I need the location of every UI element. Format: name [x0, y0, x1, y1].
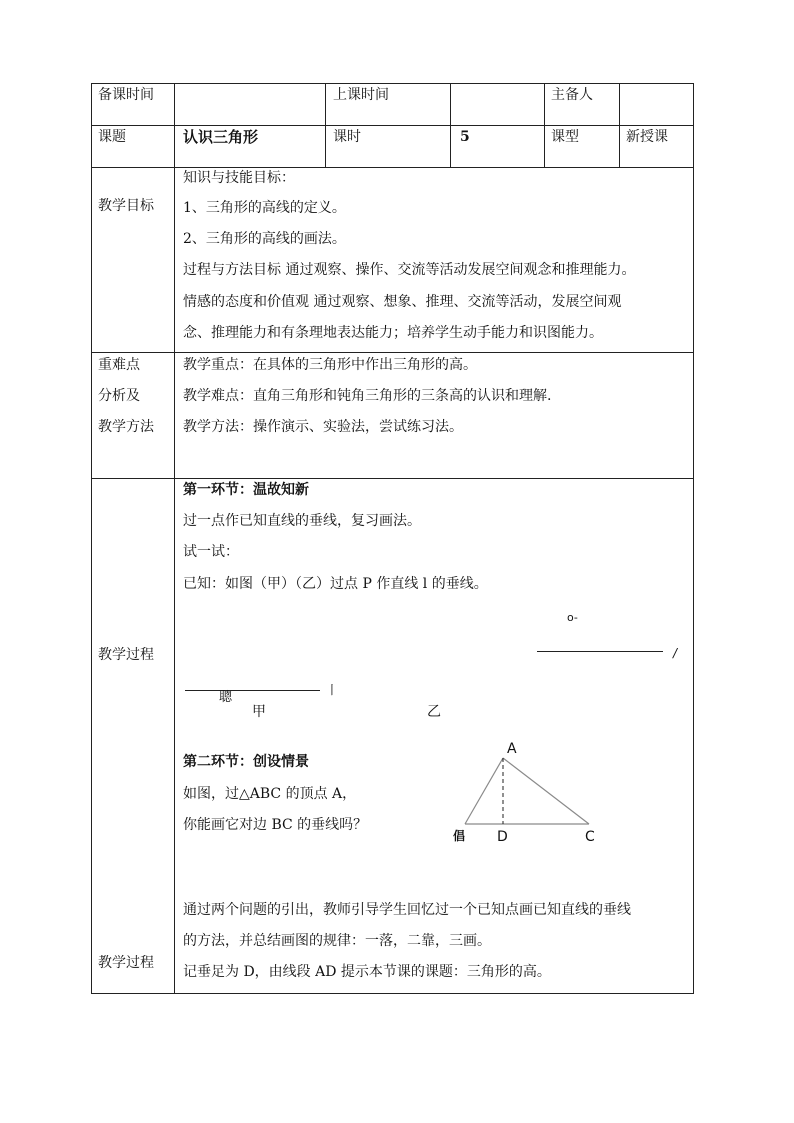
- table-border-top: [91, 83, 694, 84]
- figure-yi-line-mark: /: [673, 646, 678, 660]
- preparer-label: 主备人: [551, 87, 593, 103]
- goals-line: 2、三角形的高线的画法。: [183, 231, 346, 247]
- section2-text: 如图，过△ABC 的顶点 A，: [183, 786, 357, 802]
- table-col-divider: [544, 83, 545, 167]
- focus-line: 教学重点：在具体的三角形中作出三角形的高。: [183, 357, 477, 373]
- figure-yi-point: o-: [567, 611, 578, 624]
- figure-jia-line: [185, 690, 320, 691]
- vertex-c-label: C: [585, 829, 595, 845]
- period-label: 课时: [333, 129, 361, 145]
- focus-line: 教学方法：操作演示、实验法，尝试练习法。: [183, 419, 463, 435]
- paragraph-line: 记垂足为 D，由线段 AD 提示本节课的课题：三角形的高。: [183, 964, 551, 980]
- period-value: 5: [460, 129, 470, 145]
- table-border-left: [91, 83, 92, 994]
- table-col-divider: [619, 83, 620, 167]
- vertex-b-label: 倡: [453, 829, 466, 843]
- focus-line: 教学难点：直角三角形和钝角三角形的三条高的认识和理解.: [183, 388, 552, 404]
- section1-title: 第一环节：温故知新: [183, 482, 309, 498]
- triangle-side-ab: [465, 758, 503, 824]
- vertex-a-label: A: [507, 741, 517, 757]
- figure-yi-label: 乙: [427, 704, 441, 720]
- goals-line: 情感的态度和价值观 通过观察、想象、推理、交流等活动，发展空间观: [183, 294, 622, 310]
- topic-value: 认识三角形: [183, 128, 259, 146]
- table-row-divider: [91, 167, 694, 168]
- focus-label: 分析及: [98, 388, 140, 404]
- goals-line: 知识与技能目标：: [183, 170, 295, 186]
- section1-text: 已知：如图（甲）（乙）过点 P 作直线 l 的垂线。: [183, 576, 488, 592]
- section1-text: 试一试：: [183, 544, 239, 560]
- paragraph-line: 通过两个问题的引出，教师引导学生回忆过一个已知点画已知直线的垂线: [183, 902, 631, 918]
- goals-line: 1、三角形的高线的定义。: [183, 200, 346, 216]
- table-col-divider: [174, 83, 175, 994]
- figure-yi-line: [537, 651, 663, 652]
- focus-label: 教学方法: [98, 419, 154, 435]
- section2-text: 你能画它对边 BC 的垂线吗？: [183, 817, 368, 833]
- process-label: 教学过程: [98, 647, 154, 663]
- process-label-bottom: 教学过程: [98, 955, 154, 971]
- table-row-divider: [91, 478, 694, 479]
- triangle-side-ac: [503, 758, 589, 824]
- type-value: 新授课: [626, 129, 668, 145]
- lesson-plan-table: [91, 83, 694, 994]
- section2-title: 第二环节：创设情景: [183, 754, 309, 770]
- figure-jia-label: 甲: [252, 704, 266, 720]
- paragraph-line: 的方法，并总结画图的规律：一落，二靠，三画。: [183, 933, 491, 949]
- class-time-label: 上课时间: [333, 87, 389, 103]
- table-border-right: [693, 83, 694, 994]
- figure-jia-garble: 聰: [219, 690, 233, 705]
- prep-time-label: 备课时间: [98, 87, 154, 103]
- focus-label: 重难点: [98, 357, 140, 373]
- topic-label: 课题: [98, 129, 126, 145]
- table-row-divider: [91, 352, 694, 353]
- table-col-divider: [450, 83, 451, 167]
- goals-label: 教学目标: [98, 198, 154, 214]
- goals-line: 过程与方法目标 通过观察、操作、交流等活动发展空间观念和推理能力。: [183, 262, 636, 278]
- table-border-bottom: [91, 993, 694, 994]
- section1-text: 过一点作已知直线的垂线，复习画法。: [183, 513, 421, 529]
- figure-jia-mark: 丨: [326, 683, 339, 697]
- point-d-label: D: [497, 829, 508, 845]
- table-col-divider: [325, 83, 326, 167]
- goals-line: 念、推理能力和有条理地表达能力；培养学生动手能力和识图能力。: [183, 325, 603, 341]
- table-row-divider: [91, 125, 694, 126]
- type-label: 课型: [551, 129, 579, 145]
